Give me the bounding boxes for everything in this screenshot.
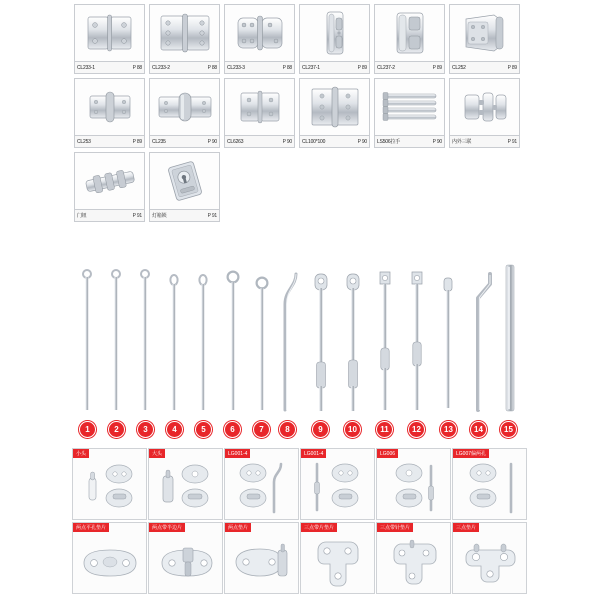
hinge-caption <box>375 61 444 73</box>
hinge-pin-wide-icon <box>375 5 444 61</box>
rod-badge: 10 <box>344 421 361 438</box>
rod-item <box>280 272 302 412</box>
door-knuckle-icon <box>75 153 144 209</box>
hinge-code: CL235 <box>152 138 166 145</box>
rod-item <box>138 268 152 412</box>
part-label: 三点带片垫片 <box>301 523 337 532</box>
hinge-caption <box>75 135 144 147</box>
rod-flat-blade-icon <box>312 272 330 412</box>
hinge-caption <box>225 61 294 73</box>
hinge-round-6hole-icon <box>225 5 294 61</box>
hinge-code: CL6263 <box>227 138 244 145</box>
hinge-caption <box>150 209 219 221</box>
rod-slim-blade-icon <box>440 276 456 412</box>
rod-badge: 11 <box>376 421 393 438</box>
rod-item <box>225 270 241 412</box>
plain-rod-loop-icon <box>138 268 152 412</box>
hinge-caption <box>300 61 369 73</box>
rod-item <box>470 272 496 412</box>
rod-item <box>408 270 426 412</box>
hinge-page: P 91 <box>507 138 517 145</box>
part-cell[interactable] <box>300 448 375 520</box>
hinge-cell[interactable] <box>74 78 145 148</box>
lg007-offset-two-hole-icon <box>453 458 526 519</box>
part-label: LG006 <box>377 449 398 458</box>
hinge-caption <box>300 135 369 147</box>
part-cell[interactable] <box>376 448 451 520</box>
rod-badge: 5 <box>195 421 212 438</box>
curved-rod-icon <box>280 272 302 412</box>
rod-badge: 9 <box>312 421 329 438</box>
rod-item <box>167 274 181 412</box>
hinge-cell[interactable] <box>449 4 520 74</box>
lg006-assembly-icon <box>377 458 450 519</box>
hinge-cell[interactable] <box>299 78 370 148</box>
hinge-code: CL100*100 <box>302 138 326 145</box>
rod-item <box>376 270 394 412</box>
hinge-plate-bent-icon <box>450 5 519 61</box>
hinge-caption <box>225 135 294 147</box>
hinge-cell[interactable] <box>374 4 445 74</box>
hinge-caption <box>450 61 519 73</box>
part-cell[interactable] <box>452 448 527 520</box>
part-label: LG007偏两孔 <box>453 449 489 458</box>
rod-item <box>312 272 330 412</box>
two-point-half-plate-icon <box>149 532 222 593</box>
hinge-caption <box>150 61 219 73</box>
rod-badge: 2 <box>108 421 125 438</box>
hinge-page: P 89 <box>432 64 442 71</box>
plain-rod-loop-icon <box>109 268 123 412</box>
three-point-pin-washer-icon <box>377 532 450 593</box>
hinge-cell[interactable] <box>449 78 520 148</box>
rod-item <box>440 276 456 412</box>
part-cell[interactable] <box>224 448 299 520</box>
hinge-barrel-long-icon <box>150 79 219 135</box>
hinge-caption <box>375 135 444 147</box>
rod-item <box>502 264 518 412</box>
hinge-page: P 90 <box>357 138 367 145</box>
rod-badge: 12 <box>408 421 425 438</box>
hinge-butt-large-icon <box>300 79 369 135</box>
hinge-page: P 91 <box>132 212 142 219</box>
two-point-washer-icon <box>225 532 298 593</box>
part-cell[interactable] <box>224 522 299 594</box>
rod-badge: 4 <box>166 421 183 438</box>
lg001-4-assembly-icon <box>225 458 298 519</box>
part-cell[interactable] <box>376 522 451 594</box>
hinge-code: 内外三联 <box>452 139 472 145</box>
rod-badge: 13 <box>440 421 457 438</box>
handle-bar-set-icon <box>375 79 444 135</box>
lg001-4-rod-icon <box>301 458 374 519</box>
rod-ring-end-icon <box>225 270 241 412</box>
hinge-code: 灯箱锁 <box>152 213 167 219</box>
hinge-three-link-icon <box>450 79 519 135</box>
hinge-cell[interactable] <box>224 4 295 74</box>
rod-fork-end-icon <box>408 270 426 412</box>
hinge-cell[interactable] <box>149 4 220 74</box>
part-label: 三点带针垫片 <box>377 523 413 532</box>
part-label: 大头 <box>149 449 165 458</box>
hinge-page: P 89 <box>132 138 142 145</box>
hinge-page: P 91 <box>207 212 217 219</box>
two-point-flat-washer-icon <box>73 532 146 593</box>
rod-badge: 8 <box>279 421 296 438</box>
hinge-page: P 88 <box>282 64 292 71</box>
rod-badge: 3 <box>137 421 154 438</box>
part-cell[interactable] <box>148 522 223 594</box>
hinge-cell[interactable] <box>299 4 370 74</box>
hinge-cell[interactable] <box>149 78 220 148</box>
hinge-cell[interactable] <box>374 78 445 148</box>
hinge-page: P 88 <box>207 64 217 71</box>
part-cell[interactable] <box>72 448 147 520</box>
hinge-code: CL237-2 <box>377 64 395 71</box>
rod-bent-blade-icon <box>470 272 496 412</box>
rod-item <box>109 268 123 412</box>
light-box-lock-icon <box>150 153 219 209</box>
rod-item <box>196 274 210 412</box>
hinge-page: P 90 <box>282 138 292 145</box>
rod-badge: 7 <box>253 421 270 438</box>
rod-long-blade-icon <box>502 264 518 412</box>
hinge-flat-4hole-icon <box>225 79 294 135</box>
hinge-code: 门钮 <box>77 213 87 219</box>
hinge-square-6hole-icon <box>150 5 219 61</box>
hinge-cell[interactable] <box>74 4 145 74</box>
hinge-code: CL233-2 <box>152 64 170 71</box>
part-cell[interactable] <box>148 448 223 520</box>
hinge-cell[interactable] <box>74 152 145 222</box>
rod-item <box>80 268 94 412</box>
part-label: LG001-4 <box>225 449 250 458</box>
part-cell[interactable] <box>72 522 147 594</box>
hinge-code: LS506拉手 <box>377 139 401 145</box>
part-label: 三点垫片 <box>453 523 479 532</box>
three-point-plate-washer-icon <box>301 532 374 593</box>
rod-ring-end-icon <box>254 276 270 412</box>
rod-flat-blade-icon <box>344 272 362 412</box>
plain-rod-eye-icon <box>196 274 210 412</box>
plain-rod-eye-icon <box>167 274 181 412</box>
rod-item <box>344 272 362 412</box>
rod-badge: 15 <box>500 421 517 438</box>
hinge-page: P 90 <box>207 138 217 145</box>
hinge-caption <box>75 61 144 73</box>
part-cell[interactable] <box>452 522 527 594</box>
hinge-caption <box>150 135 219 147</box>
parts-grid <box>72 448 528 596</box>
hinge-cell[interactable] <box>149 152 220 222</box>
hinge-cell[interactable] <box>224 78 295 148</box>
hinge-square-4hole-icon <box>75 5 144 61</box>
part-label: 两点带半边片 <box>149 523 185 532</box>
hinge-code: CL233-1 <box>77 64 95 71</box>
rod-gallery <box>72 248 528 438</box>
small-head-plate-icon <box>73 458 146 519</box>
large-head-plate-icon <box>149 458 222 519</box>
rod-badge: 1 <box>79 421 96 438</box>
rod-item <box>254 276 270 412</box>
rod-badge: 14 <box>470 421 487 438</box>
hinge-code: CL237-1 <box>302 64 320 71</box>
part-label: LG001-4 <box>301 449 326 458</box>
three-point-washer-icon <box>453 532 526 593</box>
hinge-code: CL253 <box>77 138 91 145</box>
part-label: 小头 <box>73 449 89 458</box>
part-cell[interactable] <box>300 522 375 594</box>
part-label: 两点垫片 <box>225 523 251 532</box>
hinge-pin-vertical-icon <box>300 5 369 61</box>
hinge-page: P 88 <box>132 64 142 71</box>
hinge-grid <box>74 4 526 226</box>
hinge-page: P 89 <box>507 64 517 71</box>
rod-fork-end-icon <box>376 270 394 412</box>
hinge-caption <box>75 209 144 221</box>
plain-rod-loop-icon <box>80 268 94 412</box>
hinge-barrel-short-icon <box>75 79 144 135</box>
hinge-page: P 90 <box>432 138 442 145</box>
rod-badge: 6 <box>224 421 241 438</box>
hinge-page: P 89 <box>357 64 367 71</box>
hinge-code: CL233-3 <box>227 64 245 71</box>
part-label: 两点平孔垫片 <box>73 523 109 532</box>
hinge-caption <box>450 135 519 147</box>
hinge-code: CL252 <box>452 64 466 71</box>
